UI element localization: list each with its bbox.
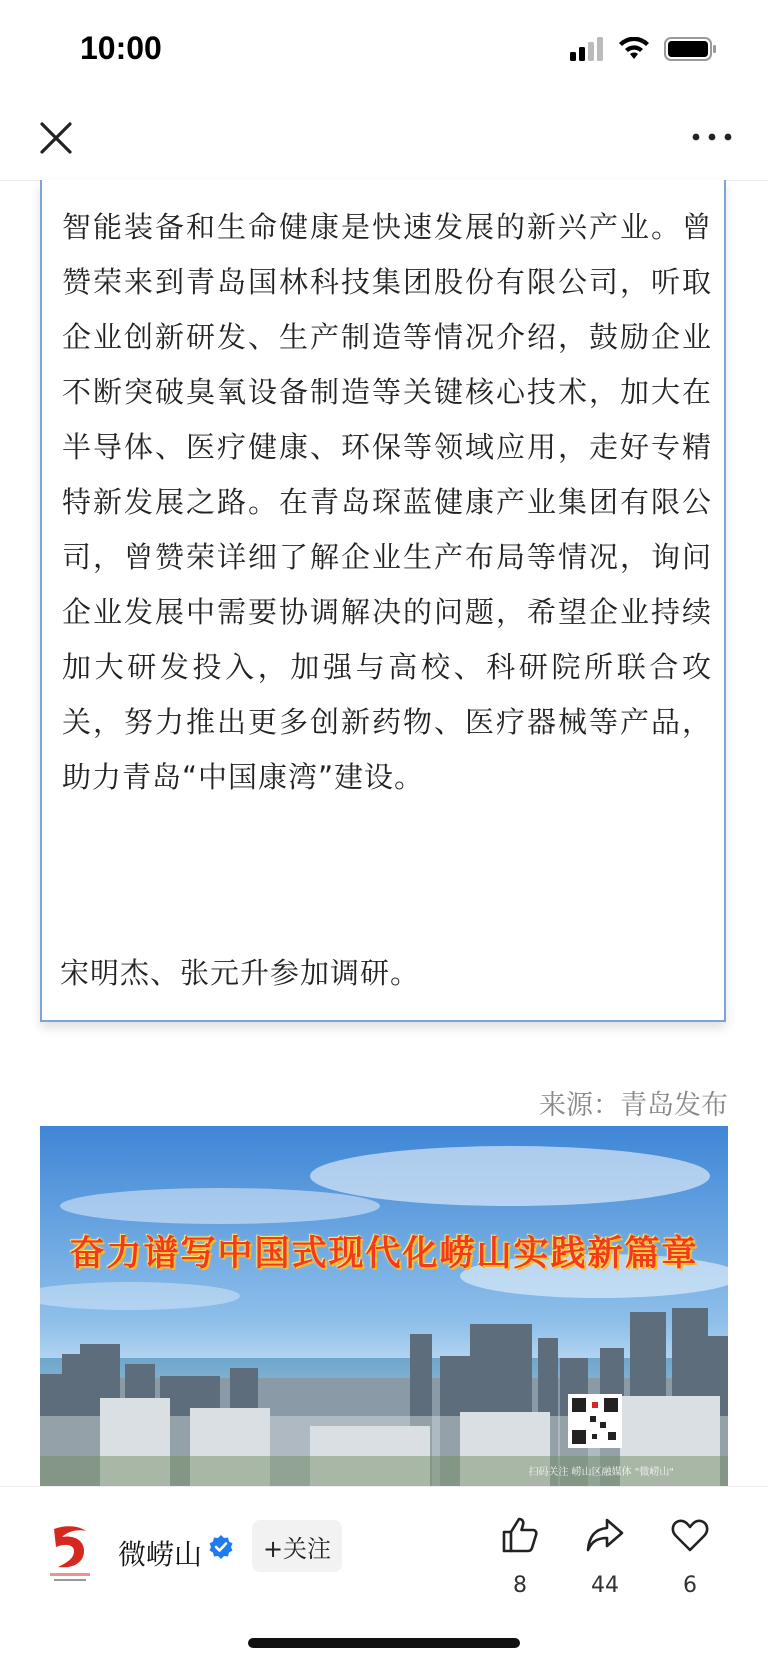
banner-title: 奋力谱写中国式现代化崂山实践新篇章 — [69, 1233, 699, 1274]
status-icons — [570, 36, 718, 62]
banner-image[interactable] — [40, 1126, 728, 1486]
share-button[interactable] — [575, 1515, 635, 1598]
share-arrow-icon — [585, 1515, 625, 1555]
share-count: 44 — [591, 1573, 619, 1598]
favorite-count: 6 — [683, 1573, 697, 1598]
account-logo-icon[interactable] — [48, 1523, 92, 1583]
like-count: 8 — [513, 1573, 527, 1598]
follow-button[interactable]: +关注 — [252, 1520, 342, 1572]
more-button[interactable] — [690, 122, 734, 152]
like-button[interactable] — [490, 1515, 550, 1598]
banner-caption: 扫码关注 崂山区融媒体 "微崂山" — [528, 1467, 674, 1478]
status-bar — [0, 0, 768, 100]
city-skyline-image — [40, 1126, 728, 1486]
verified-icon — [208, 1534, 234, 1560]
nav-bar — [0, 100, 768, 181]
cellular-signal-icon — [570, 37, 604, 61]
article-paragraph-attendees: 宋明杰、张元升参加调研。 — [60, 956, 421, 990]
status-time: 10:00 — [80, 30, 162, 66]
close-button[interactable] — [36, 118, 76, 158]
account-name[interactable]: 微崂山 — [118, 1538, 203, 1571]
thumbs-up-icon — [500, 1515, 540, 1555]
close-icon — [36, 118, 76, 158]
battery-icon — [664, 36, 718, 62]
favorite-button[interactable] — [660, 1515, 720, 1598]
home-indicator[interactable] — [248, 1638, 520, 1648]
heart-icon — [670, 1515, 710, 1555]
article-source: 来源：青岛发布 — [539, 1090, 728, 1121]
article-paragraph: 智能装备和生命健康是快速发展的新兴产业。曾赞荣来到青岛国林科技集团股份有限公司，听取企业创新研发、生产制造等情况介绍，鼓励企业不断突破臭氧设备制造等关键核心技术，加大在半导体、医疗健康、环保等领域应用，走好专精特新发展之路。在青岛琛蓝健康产业集团有限公司，曾赞荣详细了解企业生产布局等情况，询问企业发展中需要协调解决的问题，希望企业持续加大研发投入，加强与高校、科研院所联合攻关，努力推出更多创新药物、医疗器械等产品，助力青岛“中国康湾”建设。 — [62, 210, 712, 794]
article-content-box — [40, 180, 726, 1022]
wifi-icon — [618, 37, 650, 61]
more-dots-icon — [690, 122, 734, 152]
